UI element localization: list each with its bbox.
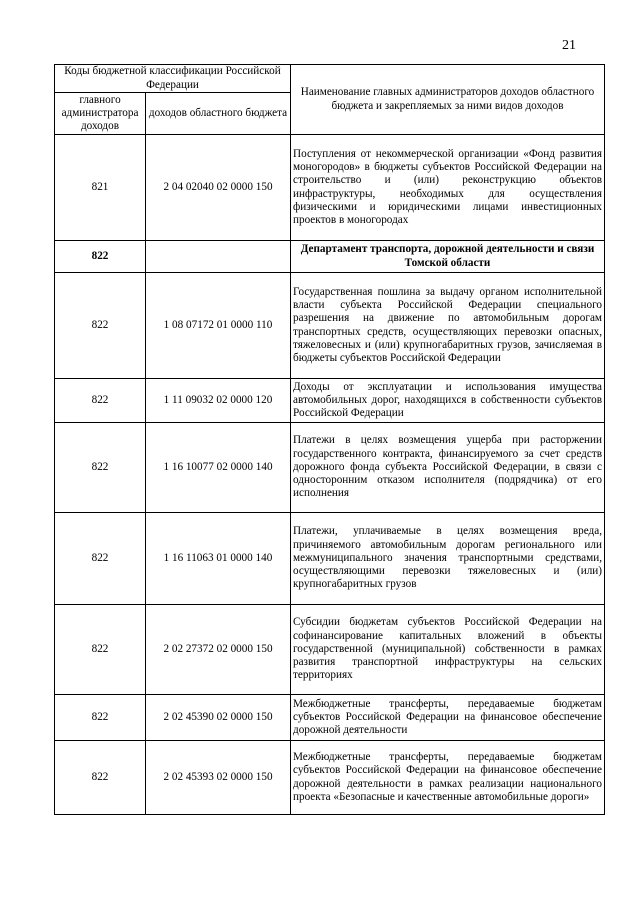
- header-income-column: доходов областного бюджета: [146, 93, 291, 135]
- income-name-cell: Платежи, уплачиваемые в целях возмещения вреда, причиняемого автомобильным дорогам регионального или межмуниципального значения транспортными средствами, осуществляющими перевозки тяжеловесных и (или) крупногабаритных грузов: [291, 513, 605, 605]
- income-name-cell: Платежи в целях возмещения ущерба при расторжении государственного контракта, финансируемого за счет средств дорожного фонда субъекта Российской Федерации, в связи с односторонним отказом исполнителя (подрядчика) от его исполнения: [291, 423, 605, 513]
- header-codes-group: Коды бюджетной классификации Российской Федерации: [55, 65, 291, 93]
- income-code-cell: 1 16 10077 02 0000 140: [146, 423, 291, 513]
- income-code-cell: 1 08 07172 01 0000 110: [146, 273, 291, 379]
- admin-code-cell: 822: [55, 741, 146, 815]
- income-name-cell: Государственная пошлина за выдачу органом исполнительной власти субъекта Российской Федерации специального разрешения на движение по автомобильным дорогам транспортных средств, осуществляющих перевозки опасных, тяжеловесных и (или) крупногабаритных грузов, зачисляемая в бюджеты субъектов Российской Федерации: [291, 273, 605, 379]
- income-code-cell: 2 02 27372 02 0000 150: [146, 605, 291, 695]
- table-row: [55, 273, 605, 379]
- income-code-cell: 2 04 02040 02 0000 150: [146, 135, 291, 241]
- admin-code-cell: 822: [55, 513, 146, 605]
- income-name-cell: Межбюджетные трансферты, передаваемые бюджетам субъектов Российской Федерации на финансовое обеспечение дорожной деятельности: [291, 695, 605, 741]
- table-row: [55, 135, 605, 241]
- header-admin-column: главного администратора доходов: [55, 93, 146, 135]
- header-name-column: Наименование главных администраторов доходов областного бюджета и закрепляемых за ними видов доходов: [291, 65, 605, 135]
- page-number: 21: [562, 38, 576, 53]
- budget-classification-table: [54, 64, 605, 815]
- income-code-cell: [146, 241, 291, 273]
- header-row-1: [55, 65, 605, 93]
- income-name-cell: Поступления от некоммерческой организации «Фонд развития моногородов» в бюджеты субъектов Российской Федерации на строительство и (или) реконструкцию объектов инфраструктуры, необходимых для осуществления физическими и юридическими лицами инвестиционных проектов в моногородах: [291, 135, 605, 241]
- income-code-cell: 1 11 09032 02 0000 120: [146, 379, 291, 423]
- table-row: [55, 605, 605, 695]
- admin-code-cell: 822: [55, 695, 146, 741]
- income-code-cell: 2 02 45390 02 0000 150: [146, 695, 291, 741]
- table-row: [55, 695, 605, 741]
- admin-code-cell: 822: [55, 241, 146, 273]
- income-code-cell: 1 16 11063 01 0000 140: [146, 513, 291, 605]
- department-name-cell: Департамент транспорта, дорожной деятельности и связи Томской области: [291, 241, 605, 273]
- table-row: [55, 423, 605, 513]
- department-row: [55, 241, 605, 273]
- admin-code-cell: 821: [55, 135, 146, 241]
- admin-code-cell: 822: [55, 379, 146, 423]
- income-name-cell: Доходы от эксплуатации и использования имущества автомобильных дорог, находящихся в собственности субъектов Российской Федерации: [291, 379, 605, 423]
- table-row: [55, 741, 605, 815]
- table-row: [55, 379, 605, 423]
- income-code-cell: 2 02 45393 02 0000 150: [146, 741, 291, 815]
- income-name-cell: Субсидии бюджетам субъектов Российской Федерации на софинансирование капитальных вложений в объекты государственной (муниципальной) собственности в рамках развития транспортной инфраструктуры на сельских территориях: [291, 605, 605, 695]
- admin-code-cell: 822: [55, 605, 146, 695]
- admin-code-cell: 822: [55, 423, 146, 513]
- income-name-cell: Межбюджетные трансферты, передаваемые бюджетам субъектов Российской Федерации на финансовое обеспечение дорожной деятельности в рамках реализации национального проекта «Безопасные и качественные автомобильные дороги»: [291, 741, 605, 815]
- admin-code-cell: 822: [55, 273, 146, 379]
- table-row: [55, 513, 605, 605]
